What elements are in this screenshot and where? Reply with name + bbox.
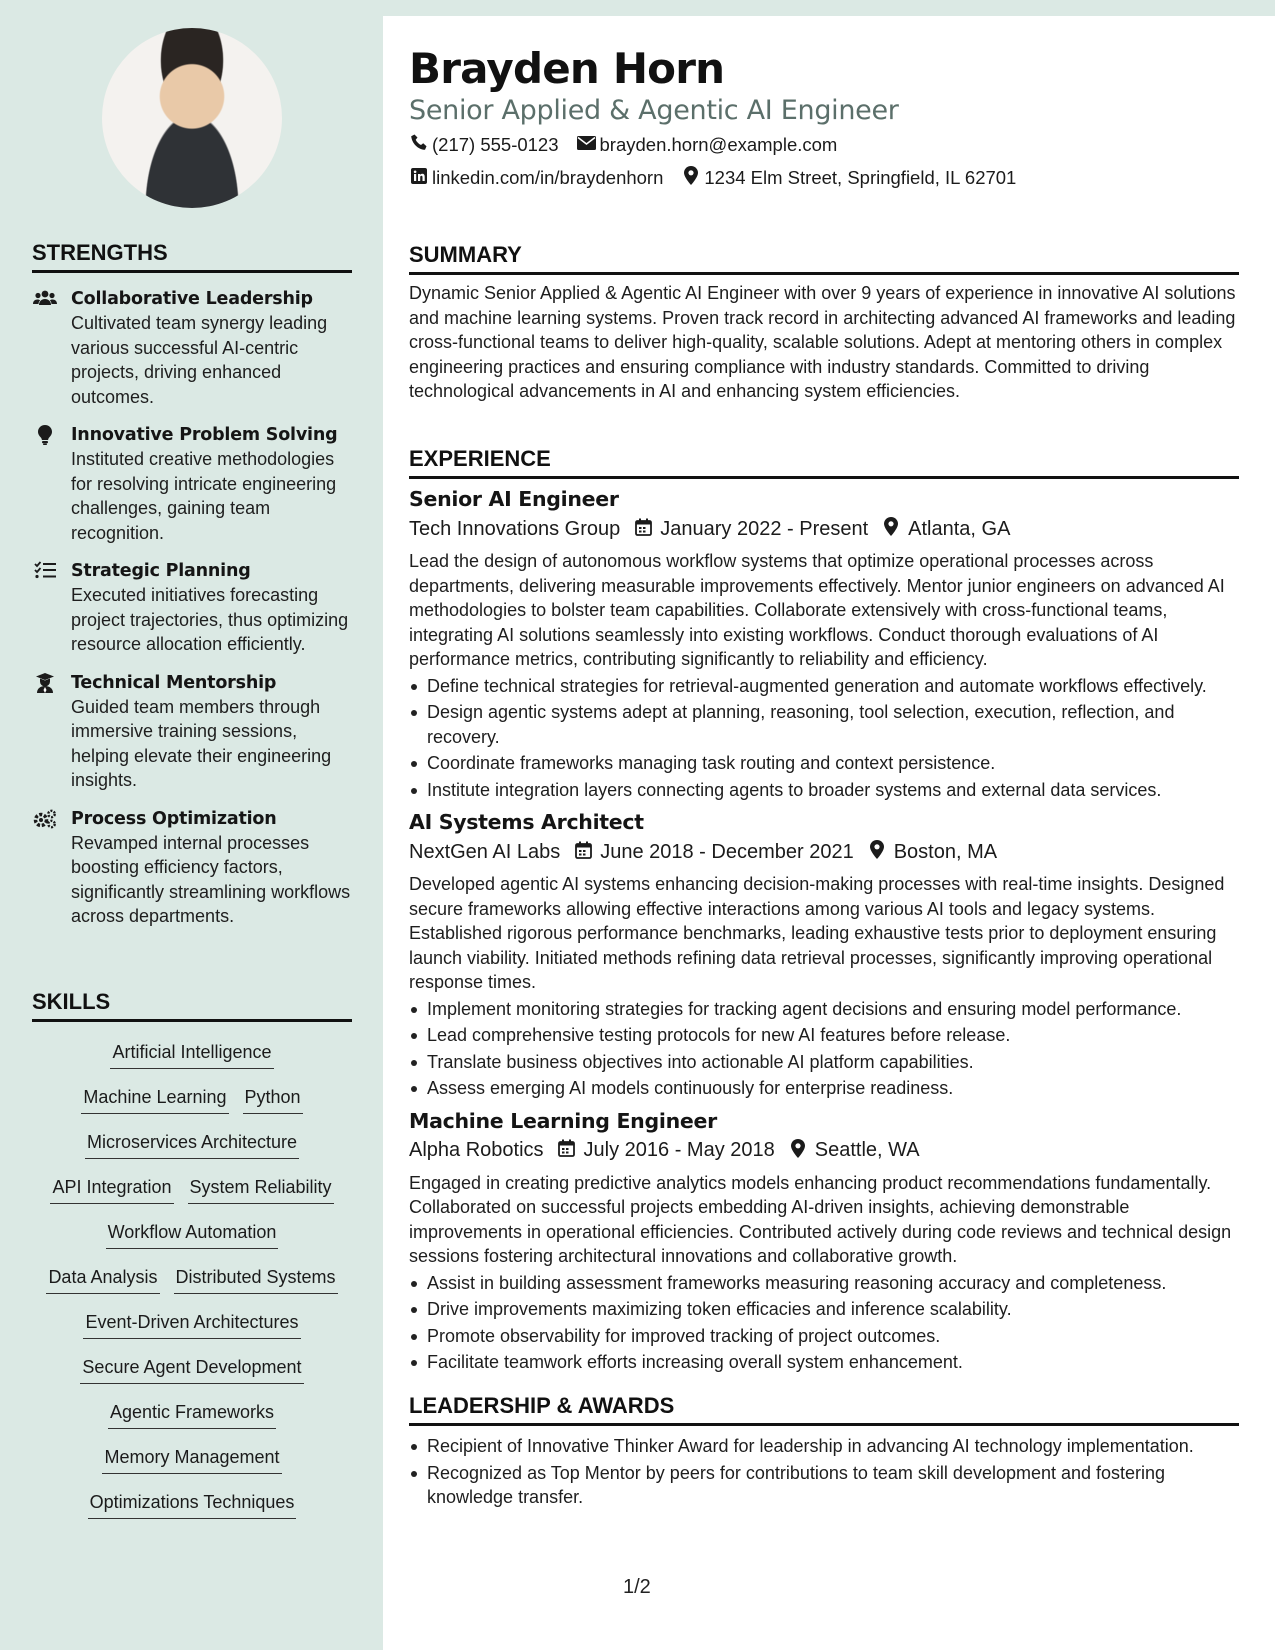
skill-tag: Python xyxy=(243,1085,303,1114)
skill-row xyxy=(32,1310,352,1355)
skill-row xyxy=(32,1085,352,1130)
skill-tag: Distributed Systems xyxy=(174,1265,338,1294)
skill-row xyxy=(32,1040,352,1085)
skill-row xyxy=(32,1130,352,1175)
job-location: Atlanta, GA xyxy=(908,517,1011,540)
home-address: 1234 Elm Street, Springfield, IL 62701 xyxy=(704,167,1017,188)
strength-name: Technical Mentorship xyxy=(71,672,277,693)
strength-name: Strategic Planning xyxy=(71,561,251,581)
list-check-icon xyxy=(32,561,58,581)
linkedin-url: linkedin.com/in/braydenhorn xyxy=(432,167,664,188)
job-entry xyxy=(409,810,1239,1101)
summary-title: SUMMARY xyxy=(409,242,1239,275)
strength-desc: Executed initiatives forecasting project trajectories, thus optimizing resource allocation efficiently. xyxy=(71,585,349,654)
job-description: Developed agentic AI systems enhancing decision-making processes with real-time insights. Designed secure frameworks allowing effective interactions among various AI tools and legacy systems. Established rigorous performance benchmarks, leading exhaustive tests prior to deployment ensuring launch viability. Initiated methods refining data retrieval processes, significantly improving operational response times. xyxy=(409,874,1225,992)
skill-row xyxy=(32,1445,352,1490)
job-description: Engaged in creating predictive analytics models enhancing product recommendations fundamentally. Collaborated on successful projects embedding AI-driven insights, achieving demonstrable improvements in operational efficiencies. Contributed actively during code reviews and technical design sessions fostering architectural innovations and collaborative growth. xyxy=(409,1172,1232,1266)
bullet-item: Institute integration layers connecting agents to broader systems and external data services. xyxy=(409,778,1239,803)
summary-text: Dynamic Senior Applied & Agentic AI Engineer with over 9 years of experience in innovative AI solutions and machine learning systems. Proven track record in architecting advanced AI frameworks and leading cross-functional teams to deliver high-quality, scalable solutions. Adept at mentoring others in complex engineering practices and ensuring compliance with industry standards. Committed to driving technological advancements in AI and enhancing system efficiencies. xyxy=(409,283,1236,401)
job-bullets xyxy=(409,1271,1239,1375)
skill-tag: Event-Driven Architectures xyxy=(83,1310,300,1339)
calendar-icon xyxy=(632,518,654,541)
skill-tag: Data Analysis xyxy=(46,1265,159,1294)
users-icon xyxy=(32,289,58,309)
bullet-item: Assess emerging AI models continuously for enterprise readiness. xyxy=(409,1076,1239,1101)
strength-desc: Instituted creative methodologies for resolving intricate engineering challenges, gaining team recognition. xyxy=(71,449,337,543)
skill-row xyxy=(32,1400,352,1445)
strengths-title: STRENGTHS xyxy=(32,240,352,273)
job-title: Senior AI Engineer xyxy=(409,487,619,511)
skills-list xyxy=(32,1040,352,1535)
experience-title: EXPERIENCE xyxy=(409,446,1239,479)
strength-item xyxy=(32,287,352,409)
awards-list xyxy=(409,1434,1239,1510)
strength-name: Process Optimization xyxy=(71,808,277,829)
awards-title: LEADERSHIP & AWARDS xyxy=(409,1393,1239,1426)
bullet-item: Design agentic systems adept at planning, reasoning, tool selection, execution, reflection, and recovery. xyxy=(409,700,1239,749)
graduate-icon xyxy=(32,673,58,693)
bullet-item: Drive improvements maximizing token efficacies and inference scalability. xyxy=(409,1297,1239,1322)
job-entry xyxy=(409,1109,1239,1375)
job-meta xyxy=(409,840,1239,864)
candidate-role: Senior Applied & Agentic AI Engineer xyxy=(409,95,899,126)
calendar-icon xyxy=(556,1139,578,1162)
bullet-item: Lead comprehensive testing protocols for new AI features before release. xyxy=(409,1023,1239,1048)
email-address: brayden.horn@example.com xyxy=(599,134,838,155)
job-location: Boston, MA xyxy=(893,840,998,863)
job-dates: June 2018 - December 2021 xyxy=(600,840,854,863)
bullet-item: Promote observability for improved tracking of project outcomes. xyxy=(409,1324,1239,1349)
job-bullets xyxy=(409,997,1239,1101)
skill-row xyxy=(32,1175,352,1220)
skill-tag: Secure Agent Development xyxy=(80,1355,303,1384)
skills-section xyxy=(32,989,352,1535)
strength-desc: Guided team members through immersive training sessions, helping elevate their engineering insights. xyxy=(71,696,332,790)
contact-row-2 xyxy=(409,166,1016,190)
job-entry xyxy=(409,487,1239,802)
summary-section xyxy=(409,242,1239,404)
phone-number: (217) 555-0123 xyxy=(432,134,559,155)
bullet-item: Define technical strategies for retrieval-augmented generation and automate workflows effectively. xyxy=(409,674,1239,699)
strength-item xyxy=(32,423,352,545)
strengths-section xyxy=(32,240,352,929)
job-dates: January 2022 - Present xyxy=(660,517,869,540)
strength-item xyxy=(32,671,352,793)
skill-tag: Microservices Architecture xyxy=(85,1130,299,1159)
candidate-name: Brayden Horn xyxy=(409,44,725,93)
job-bullets xyxy=(409,674,1239,803)
award-item: Recipient of Innovative Thinker Award for leadership in advancing AI technology implementation. xyxy=(409,1434,1239,1459)
job-company: Tech Innovations Group xyxy=(409,517,621,540)
main-content xyxy=(383,16,1275,1650)
skill-tag: API Integration xyxy=(50,1175,173,1204)
map-pin-icon xyxy=(681,166,701,190)
award-item: Recognized as Top Mentor by peers for contributions to team skill development and fostering knowledge transfer. xyxy=(409,1461,1239,1510)
skill-row xyxy=(32,1265,352,1310)
skill-tag: Workflow Automation xyxy=(106,1220,279,1249)
strength-desc: Revamped internal processes boosting efficiency factors, significantly streamlining workflows across departments. xyxy=(71,832,351,926)
strength-name: Collaborative Leadership xyxy=(71,289,313,309)
skill-tag: Machine Learning xyxy=(81,1085,228,1114)
job-company: NextGen AI Labs xyxy=(409,840,561,863)
job-description: Lead the design of autonomous workflow systems that optimize operational processes across departments, delivering measurable improvements effectively. Mentor junior engineers on advanced AI methodologies to bolster team capabilities. Collaborate extensively with cross-functional teams, integrating AI solutions seamlessly into existing workflows. Conduct thorough evaluations of AI performance metrics, contributing significantly to reliability and efficiency. xyxy=(409,551,1225,669)
job-title: AI Systems Architect xyxy=(409,810,644,834)
sidebar xyxy=(0,0,383,1650)
strength-name: Innovative Problem Solving xyxy=(71,425,338,445)
linkedin-icon xyxy=(409,168,429,189)
skill-tag: Memory Management xyxy=(102,1445,281,1474)
job-location: Seattle, WA xyxy=(814,1139,920,1161)
phone-icon xyxy=(409,134,429,156)
strength-desc: Cultivated team synergy leading various successful AI-centric projects, driving enhanced outcomes. xyxy=(71,313,328,407)
strength-item xyxy=(32,559,352,657)
job-dates: July 2016 - May 2018 xyxy=(583,1139,775,1161)
bullet-item: Implement monitoring strategies for tracking agent decisions and ensuring model performance. xyxy=(409,997,1239,1022)
job-meta xyxy=(409,517,1239,541)
bullet-item: Coordinate frameworks managing task routing and context persistence. xyxy=(409,751,1239,776)
skill-tag: System Reliability xyxy=(188,1175,334,1204)
map-pin-icon xyxy=(787,1139,809,1163)
job-title: Machine Learning Engineer xyxy=(409,1108,717,1133)
map-pin-icon xyxy=(880,517,902,541)
contact-row-1 xyxy=(409,134,837,156)
strength-item xyxy=(32,807,352,929)
bullet-item: Translate business objectives into actionable AI platform capabilities. xyxy=(409,1050,1239,1075)
skill-row xyxy=(32,1355,352,1400)
awards-section xyxy=(409,1393,1239,1512)
page-number: 1/2 xyxy=(623,1576,651,1598)
experience-section xyxy=(409,446,1239,1377)
gears-icon xyxy=(32,809,58,829)
skill-row xyxy=(32,1490,352,1535)
avatar xyxy=(102,28,282,208)
calendar-icon xyxy=(572,841,594,864)
skill-row xyxy=(32,1220,352,1265)
skill-tag: Artificial Intelligence xyxy=(110,1040,273,1069)
job-meta xyxy=(409,1139,1239,1163)
map-pin-icon xyxy=(866,840,888,864)
lightbulb-icon xyxy=(32,425,58,445)
bullet-item: Facilitate teamwork efforts increasing overall system enhancement. xyxy=(409,1350,1239,1375)
skill-tag: Optimizations Techniques xyxy=(88,1490,297,1519)
skills-title: SKILLS xyxy=(32,989,352,1022)
envelope-icon xyxy=(577,136,597,155)
skill-tag: Agentic Frameworks xyxy=(108,1400,276,1429)
job-company: Alpha Robotics xyxy=(409,1139,544,1161)
bullet-item: Assist in building assessment frameworks measuring reasoning accuracy and completeness. xyxy=(409,1271,1239,1296)
